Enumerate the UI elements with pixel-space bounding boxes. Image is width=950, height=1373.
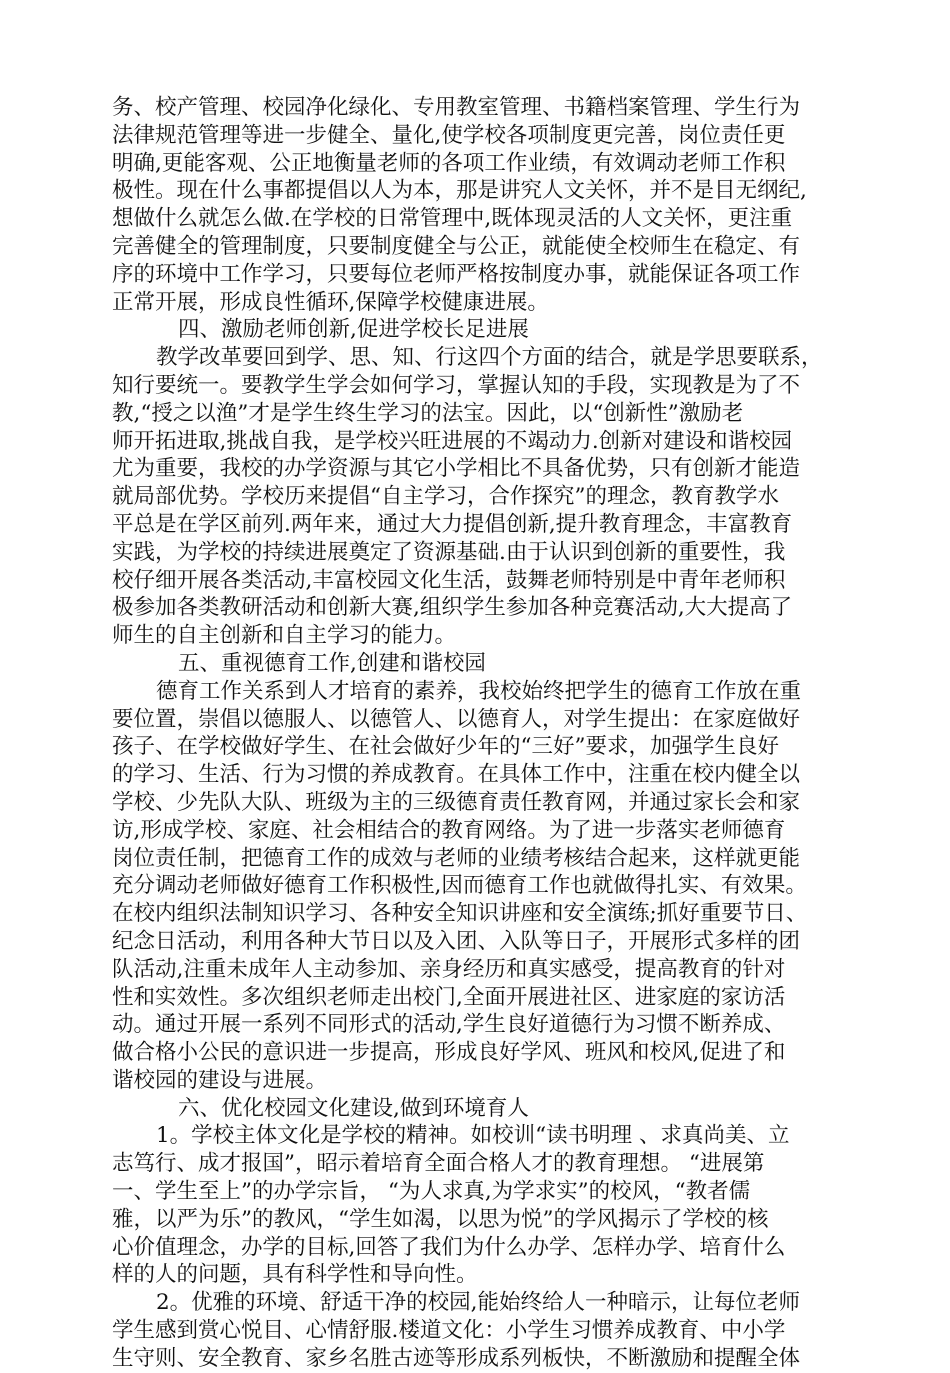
text-line: 的学习、生活、行为习惯的养成教育。在具体工作中，注重在校内健全以 bbox=[112, 762, 801, 788]
document-page bbox=[112, 94, 850, 1373]
text-line: 教,“授之以渔”才是学生终生学习的法宝。因此，以“创新性”激励老 bbox=[112, 400, 744, 426]
text-line: 充分调动老师做好德育工作积极性,因而德育工作也就做得扎实、有效果。 bbox=[112, 873, 807, 899]
text-line: 完善健全的管理制度，只要制度健全与公正，就能使全校师生在稳定、有 bbox=[112, 233, 801, 259]
text-line: 务、校产管理、校园净化绿化、专用教室管理、书籍档案管理、学生行为 bbox=[112, 95, 801, 120]
text-line: 平总是在学区前列.两年来，通过大力提倡创新,提升教育理念，丰富教育 bbox=[112, 511, 793, 537]
text-line: 1。学校主体文化是学校的精神。如校训“读书明理 、求真尚美、立 bbox=[156, 1123, 790, 1149]
text-line: 尤为重要，我校的办学资源与其它小学相比不具备优势，只有创新才能造 bbox=[112, 456, 801, 482]
text-line: 法律规范管理等进一步健全、量化,使学校各项制度更完善，岗位责任更 bbox=[112, 122, 786, 148]
text-line: 谐校园的建设与进展。 bbox=[112, 1067, 328, 1093]
text-line: 序的环境中工作学习，只要每位老师严格按制度办事，就能保证各项工作 bbox=[112, 261, 801, 287]
text-line: 极参加各类教研活动和创新大赛,组织学生参加各种竞赛活动,大大提高了 bbox=[112, 595, 793, 621]
text-line: 想做什么就怎么做.在学校的日常管理中,既体现灵活的人文关怀，更注重 bbox=[112, 206, 793, 232]
section-heading: 六、优化校园文化建设,做到环境育人 bbox=[178, 1095, 529, 1121]
text-line: 2。优雅的环境、舒适干净的校园,能始终给人一种暗示，让每位老师 bbox=[156, 1290, 801, 1316]
text-line: 样的人的问题，具有科学性和导向性。 bbox=[112, 1262, 478, 1288]
text-line: 德育工作关系到人才培育的素养，我校始终把学生的德育工作放在重 bbox=[156, 678, 802, 704]
text-line: 孩子、在学校做好学生、在社会做好少年的“三好”要求，加强学生良好 bbox=[112, 734, 779, 760]
text-line: 学校、少先队大队、班级为主的三级德育责任教育网，并通过家长会和家 bbox=[112, 789, 801, 815]
text-line: 一、学生至上”的办学宗旨， “为人求真,为学求实”的校风，“教者儒 bbox=[112, 1179, 751, 1205]
text-line: 做合格小公民的意识进一步提高，形成良好学风、班风和校风,促进了和 bbox=[112, 1040, 786, 1066]
section-heading: 四、激励老师创新,促进学校长足进展 bbox=[178, 317, 529, 343]
text-line: 教学改革要回到学、思、知、行这四个方面的结合，就是学思要联系， bbox=[156, 345, 823, 371]
text-line: 访,形成学校、家庭、社会相结合的教育网络。为了进一步落实老师德育 bbox=[112, 817, 786, 843]
text-line: 雅，以严为乐”的教风，“学生如渴，以思为悦”的学风揭示了学校的核 bbox=[112, 1206, 769, 1232]
text-line: 师生的自主创新和自主学习的能力。 bbox=[112, 623, 457, 649]
text-line: 明确,更能客观、公正地衡量老师的各项工作业绩，有效调动老师工作积 bbox=[112, 150, 786, 176]
text-line: 心价值理念，办学的目标,回答了我们为什么办学、怎样办学、培育什么 bbox=[112, 1234, 786, 1260]
text-line: 正常开展，形成良性循环,保障学校健康进展。 bbox=[112, 289, 549, 315]
text-line: 岗位责任制，把德育工作的成效与老师的业绩考核结合起来，这样就更能 bbox=[112, 845, 801, 871]
text-line: 极性。现在什么事都提倡以人为本，那是讲究人文关怀，并不是目无纲纪, bbox=[112, 178, 807, 204]
text-line: 动。通过开展一系列不同形式的活动,学生良好道德行为习惯不断养成、 bbox=[112, 1012, 786, 1038]
text-line: 知行要统一。要教学生学会如何学习，掌握认知的手段，实现教是为了不 bbox=[112, 372, 801, 398]
text-line: 就局部优势。学校历来提倡“自主学习，合作探究”的理念，教育教学水 bbox=[112, 484, 779, 510]
section-heading: 五、重视德育工作,创建和谐校园 bbox=[178, 650, 486, 676]
text-line: 师开拓进取,挑战自我，是学校兴旺进展的不竭动力.创新对建设和谐校园 bbox=[112, 428, 793, 454]
text-line: 纪念日活动，利用各种大节日以及入团、入队等日子，开展形式多样的团 bbox=[112, 928, 801, 954]
text-line: 在校内组织法制知识学习、各种安全知识讲座和安全演练;抓好重要节日、 bbox=[112, 901, 808, 927]
text-line: 校仔细开展各类活动,丰富校园文化生活，鼓舞老师特别是中青年老师积 bbox=[112, 567, 786, 593]
text-line: 性和实效性。多次组织老师走出校门,全面开展进社区、进家庭的家访活 bbox=[112, 984, 786, 1010]
text-line: 队活动,注重未成年人主动参加、亲身经历和真实感受，提高教育的针对 bbox=[112, 956, 786, 982]
text-line: 学生感到赏心悦目、心情舒服.楼道文化：小学生习惯养成教育、中小学 bbox=[112, 1318, 786, 1344]
text-line: 志笃行、成才报国”，昭示着培育全面合格人才的教育理想。 “进展第 bbox=[112, 1151, 765, 1177]
text-line: 要位置，崇倡以德服人、以德管人、以德育人，对学生提出：在家庭做好 bbox=[112, 706, 801, 732]
text-line: 实践，为学校的持续进展奠定了资源基础.由于认识到创新的重要性，我 bbox=[112, 539, 786, 565]
text-line: 生守则、安全教育、家乡名胜古迹等形成系列板快，不断激励和提醒全体 bbox=[112, 1345, 801, 1371]
